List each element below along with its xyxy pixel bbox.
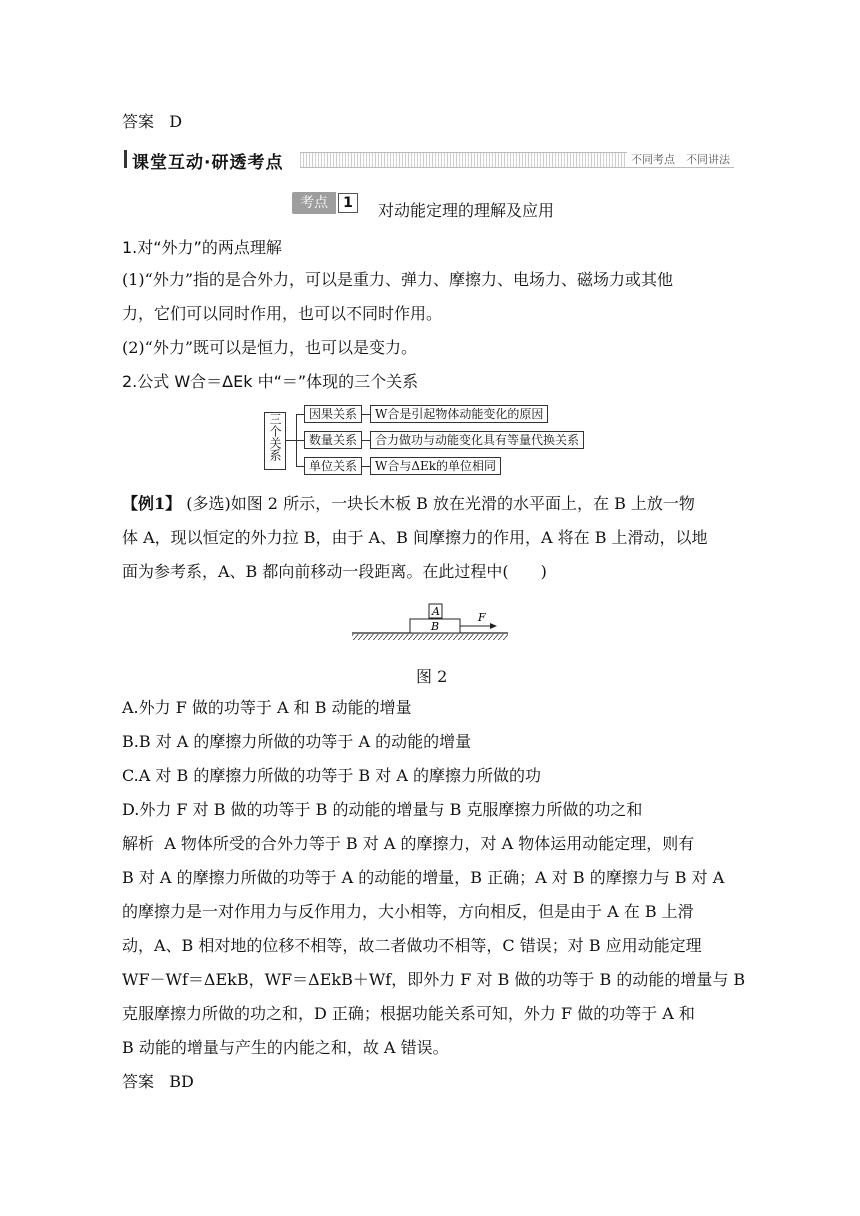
diagram-row-desc: W合是引起物体动能变化的原因 [370,405,548,423]
analysis-line7: B 动能的增量与产生的内能之和，故 A 错误。 [122,1038,449,1057]
analysis-line5: WF－Wf＝ΔEkB，WF＝ΔEkB＋Wf，即外力 F 对 B 做的功等于 B 的动能的增量与 B [122,970,746,989]
option-a: A.外力 F 做的功等于 A 和 B 动能的增量 [122,698,412,717]
ground-hatch [352,634,508,640]
section-edge-mark [124,150,127,168]
analysis-line6: 克服摩擦力所做的功之和，D 正确；根据功能关系可知，外力 F 做的功等于 A 和 [122,1004,695,1023]
label-a: A [432,605,440,618]
diagram-connector [286,440,296,441]
diagram-connector [362,414,370,415]
diagram-connector [362,466,370,467]
diagram-connector [296,414,304,415]
diagram-row-desc: W合与ΔEk的单位相同 [370,457,501,475]
force-arrow-head [490,623,497,629]
diagram-row-name: 数量关系 [304,431,362,449]
section-header [122,148,734,173]
section-tag: 不同考点 不同讲法 [627,151,734,167]
p1-item2: (2)“外力”既可以是恒力，也可以是变力。 [122,338,418,357]
example-text1: (多选)如图 2 所示，一块长木板 B 放在光滑的水平面上，在 B 上放一物 [186,494,695,513]
kaodian-number: 1 [338,193,358,213]
label-f: F [478,611,486,624]
diagram-connector [296,440,304,441]
p1-item1-line2: 力，它们可以同时作用，也可以不同时作用。 [122,304,443,323]
diagram-connector [362,440,370,441]
kaodian-badge [292,192,358,214]
relationship-diagram [264,402,600,478]
example-line2: 体 A，现以恒定的外力拉 B，由于 A、B 间摩擦力的作用，A 将在 B 上滑动，以地 [122,528,708,547]
diagram-row-name: 因果关系 [304,405,362,423]
analysis-line1 [122,834,694,854]
p1-item1-line1: (1)“外力”指的是合外力，可以是重力、弹力、摩擦力、电场力、磁场力或其他 [122,270,674,289]
figure-caption: 图 2 [416,667,448,686]
answer-value: D [169,112,183,131]
p2-heading: 2.公式 W合＝ΔEk 中“＝”体现的三个关系 [122,372,419,391]
kaodian-title: 对动能定理的理解及应用 [378,201,555,220]
answer2-line [122,1072,194,1092]
diagram-connector [296,466,304,467]
section-title: 课堂互动·研透考点 [132,153,284,173]
answer2-value: BD [169,1072,194,1091]
analysis-line2: B 对 A 的摩擦力所做的功等于 A 的动能的增量，B 正确；A 对 B 的摩擦力与 B 对 A [122,868,725,887]
diagram-root-box [264,412,286,470]
option-c: C.A 对 B 的摩擦力所做的功等于 B 对 A 的摩擦力所做的功 [122,766,541,785]
analysis-line4: 动，A、B 相对地的位移不相等，故二者做功不相等，C 错误；对 B 应用动能定理 [122,936,702,955]
diagram-row-desc: 合力做功与动能变化具有等量代换关系 [370,431,584,449]
kaodian-label: 考点 [292,192,336,214]
analysis-line3: 的摩擦力是一对作用力与反作用力，大小相等，方向相反，但是由于 A 在 B 上滑 [122,902,694,921]
p1-heading: 1.对“外力”的两点理解 [122,238,282,257]
answer-label: 答案 [122,112,155,131]
example-tag: 【例1】 [122,494,182,513]
figure-2-block-diagram [350,602,510,644]
example-line1 [122,494,695,514]
answer2-label: 答案 [122,1072,155,1091]
analysis-text1: A 物体所受的合外力等于 B 对 A 的摩擦力，对 A 物体运用动能定理，则有 [164,834,695,853]
analysis-label: 解析 [122,834,155,853]
option-d: D.外力 F 对 B 做的功等于 B 的动能的增量与 B 克服摩擦力所做的功之和 [122,800,643,819]
option-b: B.B 对 A 的摩擦力所做的功等于 A 的动能的增量 [122,732,472,751]
example-line3: 面为参考系，A、B 都向前移动一段距离。在此过程中( ) [122,562,547,581]
answer-line [122,112,182,132]
diagram-row-name: 单位关系 [304,457,362,475]
label-b: B [431,620,440,633]
diagram-root-label: 三个关系 [268,413,282,461]
